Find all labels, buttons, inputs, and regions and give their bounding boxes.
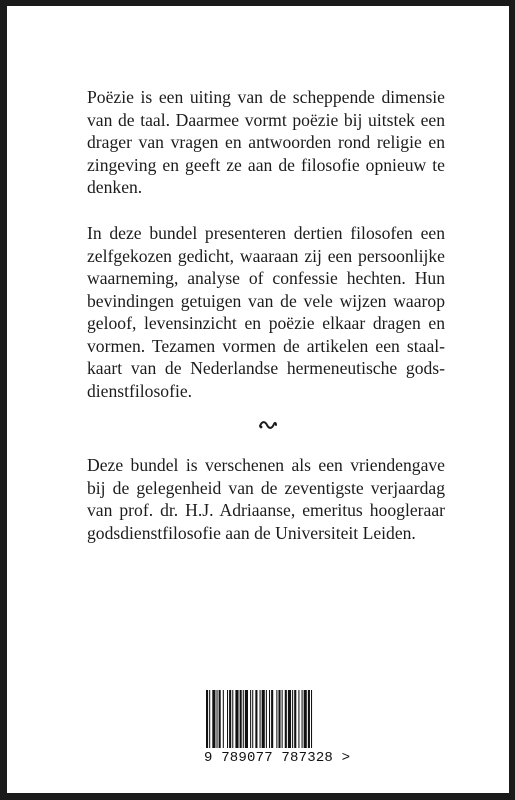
barcode-digits: 9 789077 787328 > (204, 750, 351, 766)
barcode-bar (235, 690, 238, 748)
barcode-bar (245, 690, 248, 748)
paragraph-dedication: Deze bundel is verschenen als een vriendengave bij de gelegenheid van de zeventigste verjaardag van prof. dr. H.J. Adriaanse, emeritus hoogleraar godsdienstfilosofie aan de Universiteit Leiden. (87, 455, 445, 543)
barcode-bar (278, 690, 280, 748)
barcode-bar (304, 690, 307, 748)
barcode-bar (260, 690, 261, 748)
barcode-bar (232, 690, 233, 748)
barcode-bar (252, 690, 253, 748)
barcode-bar (308, 690, 310, 748)
barcode-bar (271, 690, 273, 748)
barcode-bar (269, 690, 270, 748)
barcode-bars (204, 690, 334, 752)
barcode-bar (219, 690, 221, 748)
barcode-bar (298, 690, 299, 748)
barcode-bar (223, 690, 224, 748)
fleuron-icon (259, 420, 277, 430)
barcode-bar (255, 690, 257, 748)
barcode-bar (282, 690, 283, 748)
barcode-bar (294, 690, 296, 748)
paragraph-bundle: In deze bundel presenteren dertien filosofen een zelfgekozen gedicht, waaraan zij een persoonlijke waarneming, analyse of confessie hechten. Hun bevindingen getuigen van de vele wijzen waarop geloof, levensinzicht en poëzie elkaar dragen en vormen. Tezamen vormen de artikelen een staal-kaart van de Nederlandse hermeneutische gods-dienstfilosofie. (87, 223, 445, 401)
barcode-bar (262, 690, 265, 748)
barcode-bar (311, 690, 312, 748)
isbn-barcode (204, 690, 351, 776)
barcode-bar (243, 690, 244, 748)
barcode-bar (212, 690, 215, 748)
barcode-bar (292, 690, 293, 748)
barcode-bar (229, 690, 231, 748)
barcode-bar (209, 690, 210, 748)
barcode-bar (240, 690, 242, 748)
barcode-bar (288, 690, 291, 748)
barcode-bar (250, 690, 251, 748)
barcode-bar (206, 690, 208, 748)
barcode-bar (285, 690, 287, 748)
barcode-bar (217, 690, 218, 748)
barcode-bar (266, 690, 267, 748)
barcode-bar (227, 690, 228, 748)
paragraph-poetry: Poëzie is een uiting van de scheppende dimensie van de taal. Daarmee vormt poëzie bij uitstek een drager van vragen en antwoorden rond religie en zingeving en geeft ze aan de filosofie opnieuw te denken. (87, 87, 445, 197)
barcode-bar (276, 690, 277, 748)
barcode-bar (302, 690, 303, 748)
